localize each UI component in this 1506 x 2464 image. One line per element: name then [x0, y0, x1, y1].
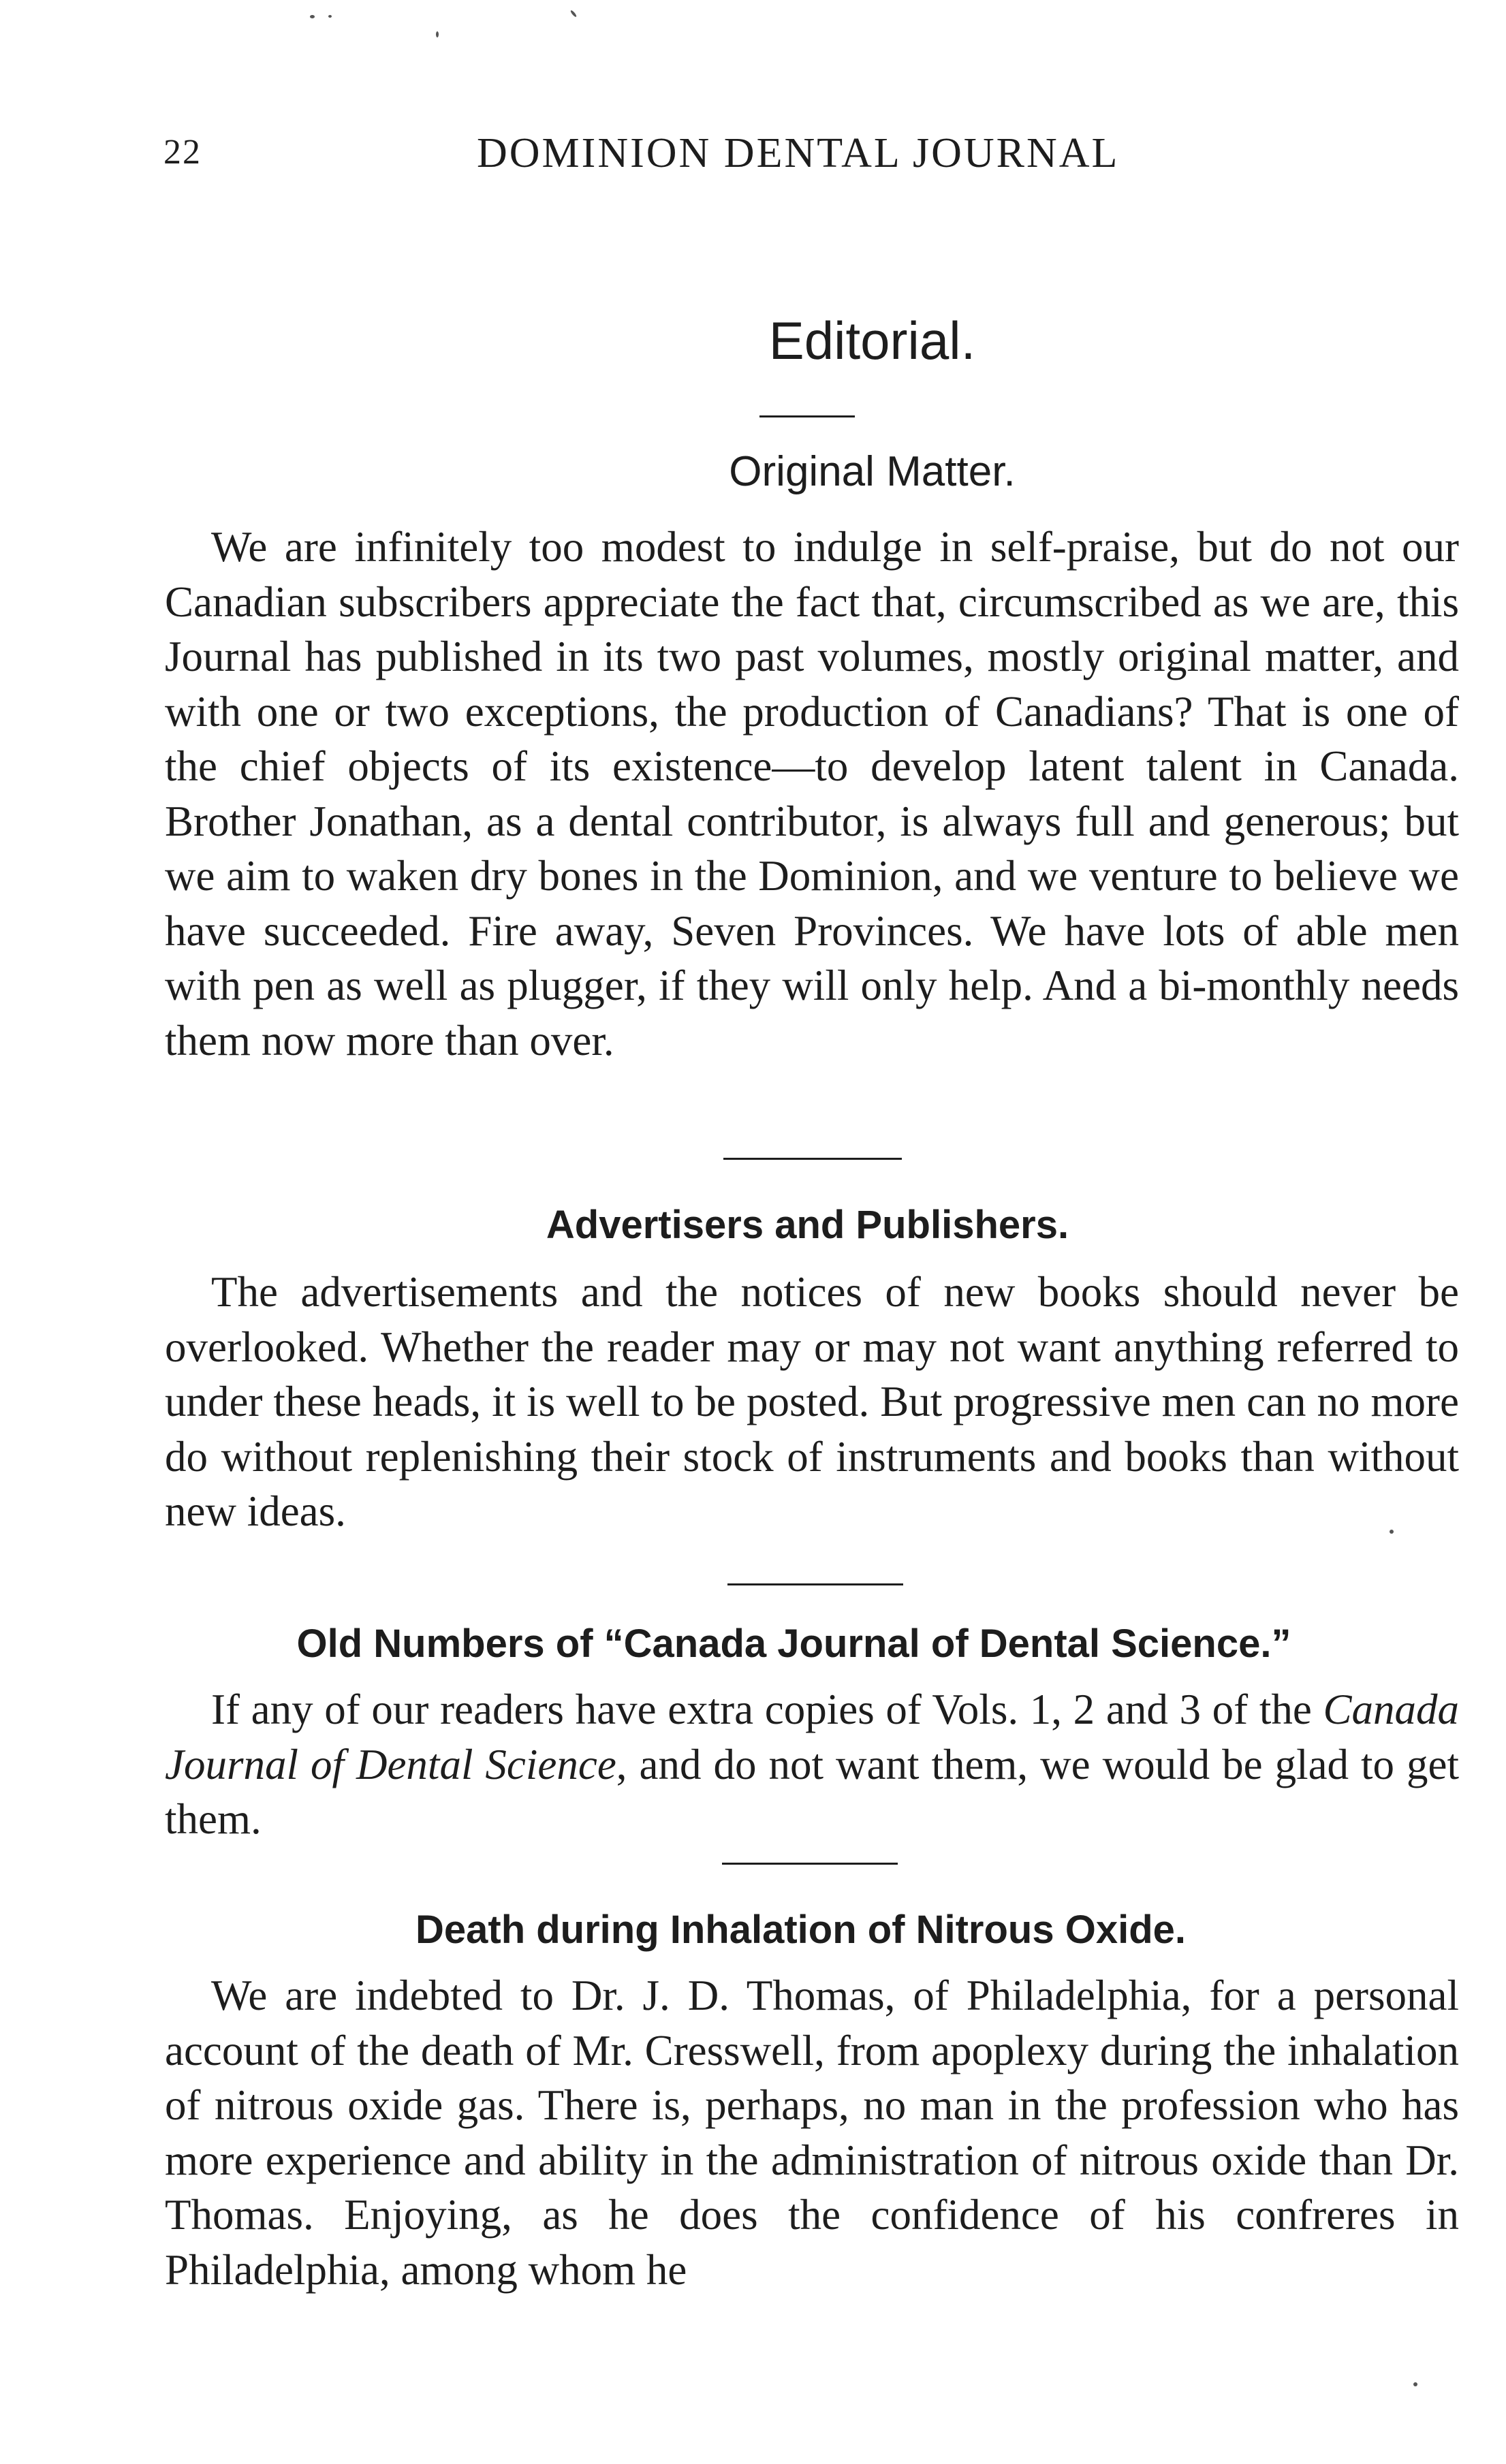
divider-rule	[723, 1158, 902, 1160]
divider-rule	[722, 1863, 898, 1865]
paragraph-old-numbers	[165, 1682, 1459, 1847]
section-heading-death: Death during Inhalation of Nitrous Oxide.	[415, 1908, 1187, 1952]
divider-rule	[727, 1583, 903, 1585]
old-numbers-text-end: , and do not want them, we would be glad to get them.	[165, 1740, 1459, 1843]
section-heading-advertisers: Advertisers and Publishers.	[546, 1203, 1069, 1247]
paragraph-original-matter: We are infinitely too modest to indulge in self-praise, but do not our Canadian subscribers appreciate the fact that, circumscribed as we are, this Journal has published in its two past volumes, mostly original matter, and with one or two exceptions, the production of Canadians? That is one of the chief objects of its existence—to develop latent talent in Canada. Brother Jonathan, as a dental contributor, is always full and generous; but we aim to waken dry bones in the Dominion, and we venture to believe we have succeeded. Fire away, Seven Provinces. We have lots of able men with pen as well as plugger, if they will only help. And a bi-monthly needs them now more than over.	[165, 523, 1459, 1064]
paragraph-death: We are indebted to Dr. J. D. Thomas, of Philadelphia, for a personal account of the death of Mr. Cresswell, from apoplexy during the inhalation of nitrous oxide gas. There is, perhaps, no man in the profession who has more experience and ability in the administration of nitrous oxide than Dr. Thomas. Enjoying, as he does the confidence of his confreres in Philadelphia, among whom he	[165, 1972, 1459, 2294]
ink-speck	[570, 10, 578, 18]
ink-speck	[328, 15, 332, 18]
section-heading-original-matter: Original Matter.	[729, 448, 1016, 495]
editorial-title: Editorial.	[768, 311, 976, 370]
ink-speck	[436, 31, 439, 37]
page-header	[0, 129, 1506, 177]
ink-speck	[1390, 1530, 1394, 1534]
ink-speck	[1413, 2382, 1417, 2386]
section-heading-old-numbers: Old Numbers of “Canada Journal of Dental Science.”	[296, 1622, 1291, 1666]
divider-rule	[759, 415, 855, 417]
old-numbers-text-start: If any of our readers have extra copies of Vols. 1, 2 and 3 of the	[211, 1686, 1323, 1733]
page-number: 22	[163, 133, 202, 172]
ink-speck	[310, 15, 315, 18]
paragraph-advertisers: The advertisements and the notices of new books should never be overlooked. Whether the reader may or may not want anything referred to under these heads, it is well to be posted. But progressive men can no more do without replenishing their stock of instruments and books than without new ideas.	[165, 1268, 1459, 1535]
running-head: DOMINION DENTAL JOURNAL	[477, 130, 1120, 176]
journal-title-italic: Canada Journal of Dental Science	[165, 1686, 1459, 1788]
